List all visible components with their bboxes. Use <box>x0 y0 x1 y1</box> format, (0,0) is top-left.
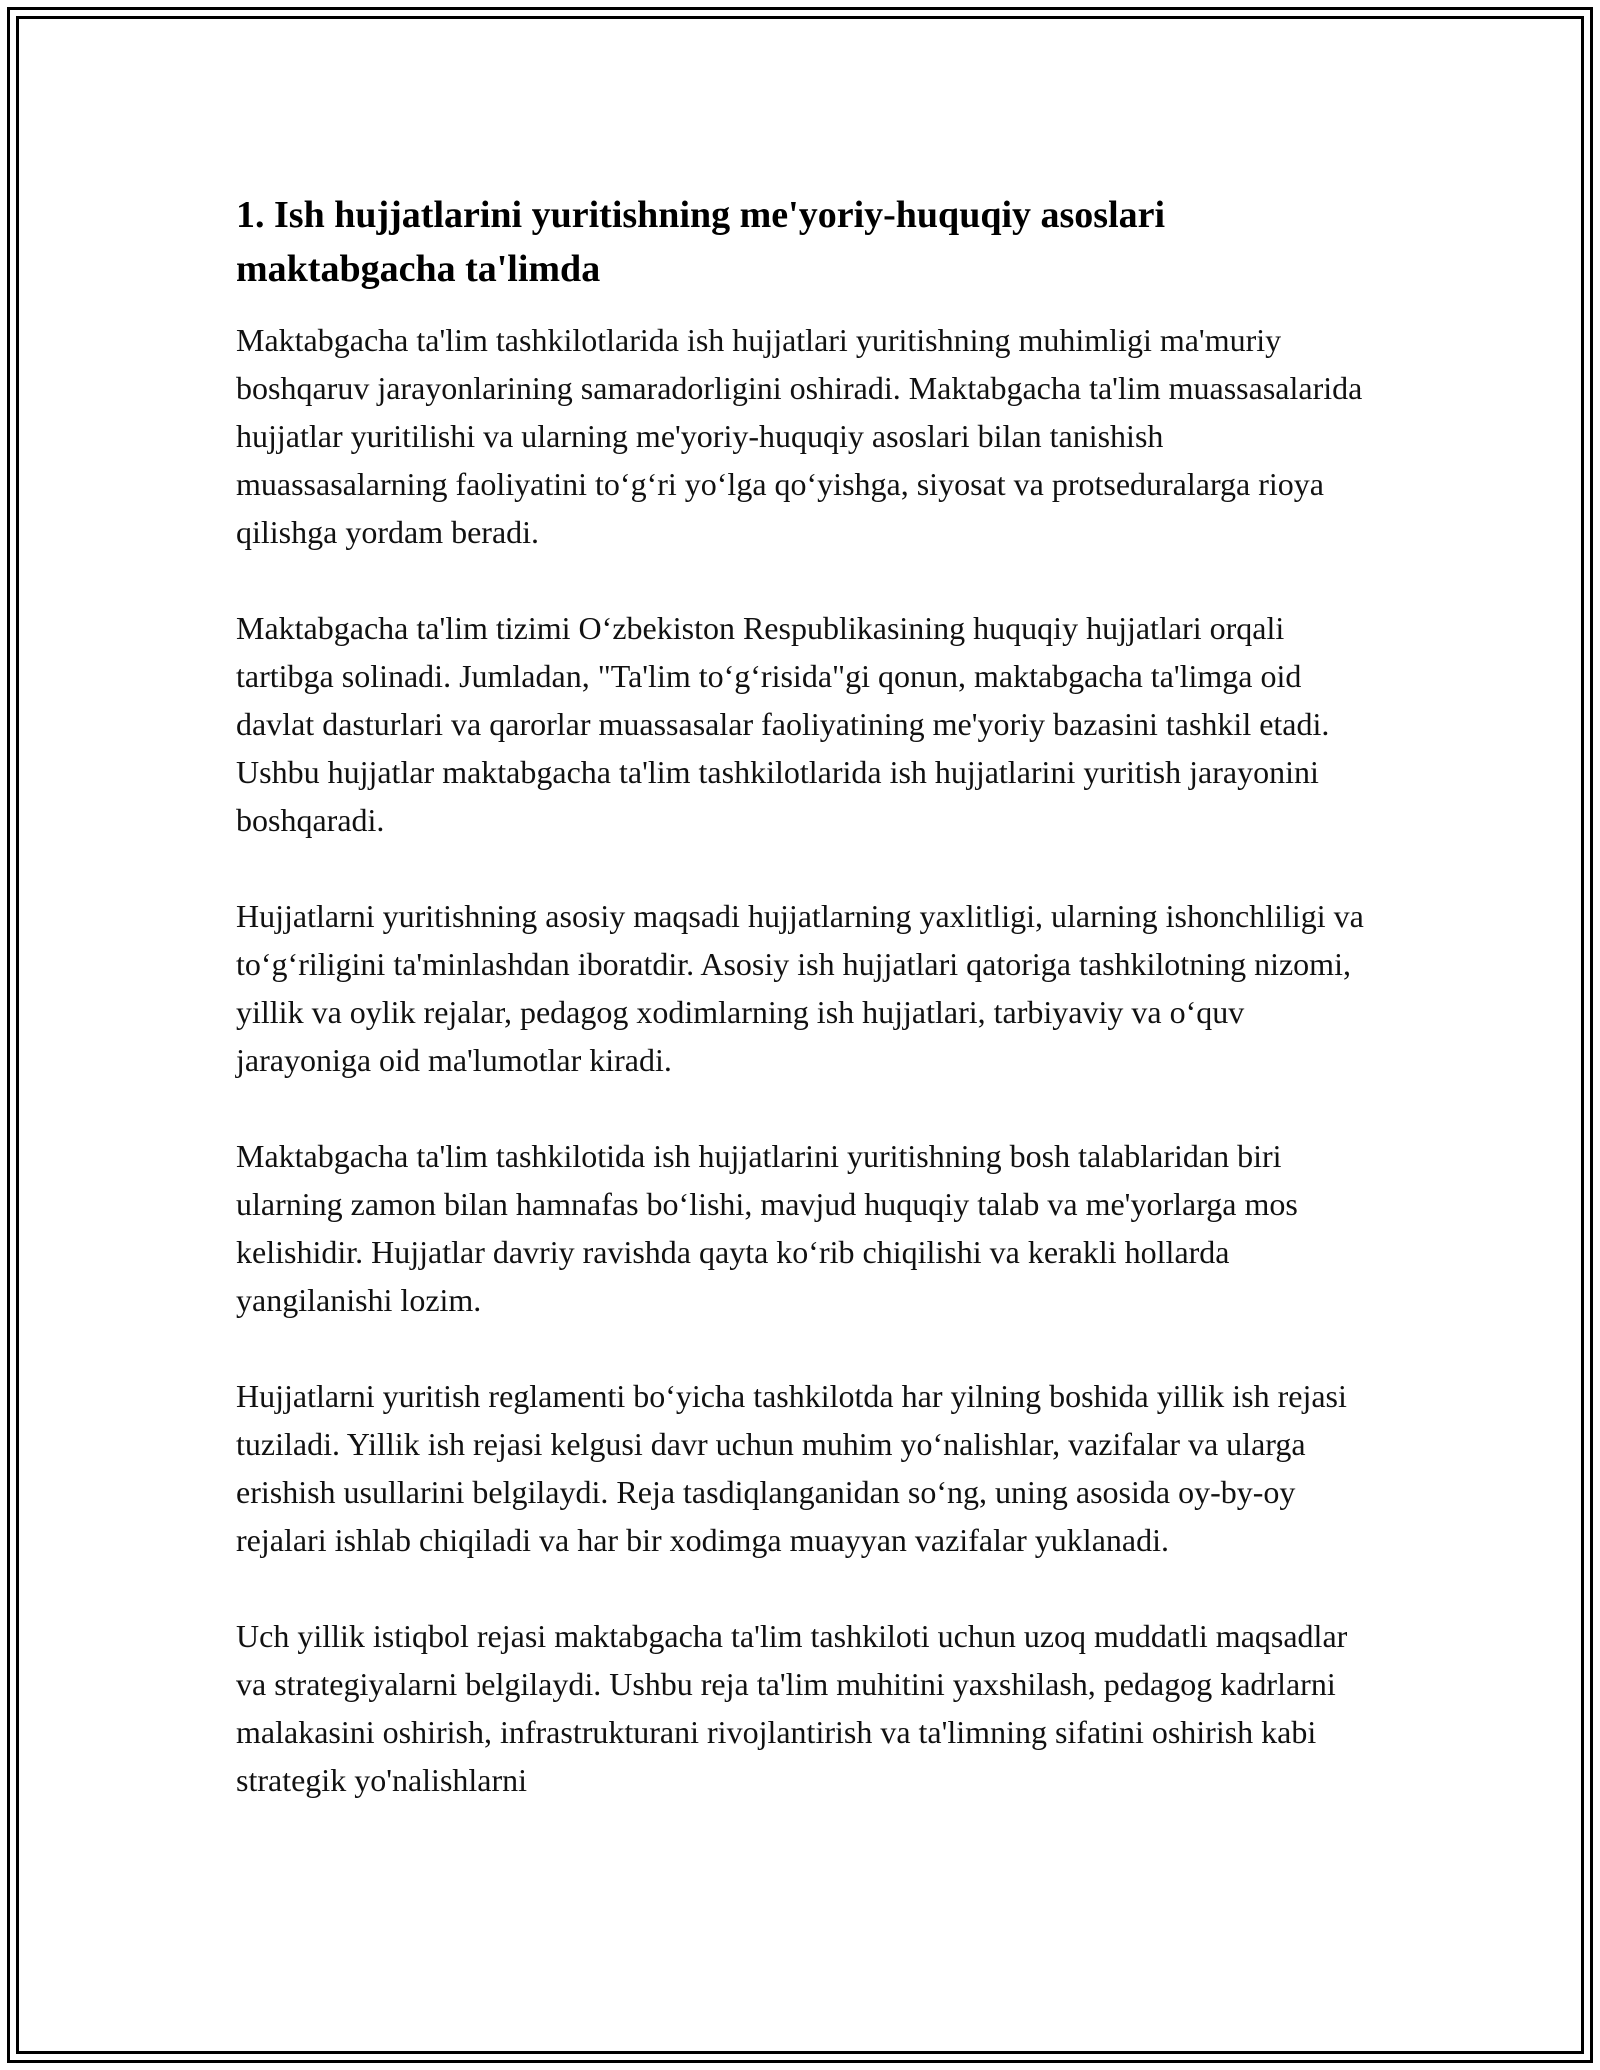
paragraph-4: Maktabgacha ta'lim tashkilotida ish hujjatlarini yuritishning bosh talablaridan biri ularning zamon bilan hamnafas bo‘lishi, mavjud huquqiy talab va me'yorlarga mos kelishidir. Hujjatlar davriy ravishda qayta ko‘rib chiqilishi va kerakli hollarda yangilanishi lozim. <box>236 1138 1298 1318</box>
paragraph-2: Maktabgacha ta'lim tizimi O‘zbekiston Respublikasining huquqiy hujjatlari orqali tartibga solinadi. Jumladan, "Ta'lim to‘g‘risida"gi qonun, maktabgacha ta'limga oid davlat dasturlari va qarorlar muassasalar faoliyatining me'yoriy bazasini tashkil etadi. Ushbu hujjatlar maktabgacha ta'lim tashkilotlarida ish hujjatlarini yuritish jarayonini boshqaradi. <box>236 610 1330 838</box>
paragraph-1: Maktabgacha ta'lim tashkilotlarida ish hujjatlari yuritishning muhimligi ma'muriy boshqaruv jarayonlarining samaradorligini oshiradi. Maktabgacha ta'lim muassasalarida hujjatlar yuritilishi va ularning me'yoriy-huquqiy asoslari bilan tanishish muassasalarning faoliyatini to‘g‘ri yo‘lga qo‘yishga, siyosat va protseduralarga rioya qilishga yordam beradi. <box>236 322 1363 550</box>
paragraph-6: Uch yillik istiqbol rejasi maktabgacha ta'lim tashkiloti uchun uzoq muddatli maqsadlar va strategiyalarni belgilaydi. Ushbu reja ta'lim muhitini yaxshilash, pedagog kadrlarni malakasini oshirish, infrastrukturani rivojlantirish va ta'limning sifatini oshirish kabi strategik yo'nalishlarni <box>236 1618 1348 1798</box>
document-body <box>236 188 1366 1804</box>
document-title: 1. Ish hujjatlarini yuritishning me'yoriy-huquqiy asoslari maktabgacha ta'limda <box>236 194 1166 290</box>
paragraph-5: Hujjatlarni yuritish reglamenti bo‘yicha tashkilotda har yilning boshida yillik ish rejasi tuziladi. Yillik ish rejasi kelgusi davr uchun muhim yo‘nalishlar, vazifalar va ularga erishish usullarini belgilaydi. Reja tasdiqlanganidan so‘ng, uning asosida oy-by-oy rejalari ishlab chiqiladi va har bir xodimga muayyan vazifalar yuklanadi. <box>236 1378 1347 1558</box>
paragraph-3: Hujjatlarni yuritishning asosiy maqsadi hujjatlarning yaxlitligi, ularning ishonchliligi va to‘g‘riligini ta'minlashdan iboratdir. Asosiy ish hujjatlari qatoriga tashkilotning nizomi, yillik va oylik rejalar, pedagog xodimlarning ish hujjatlari, tarbiyaviy va o‘quv jarayoniga oid ma'lumotlar kiradi. <box>236 898 1364 1078</box>
